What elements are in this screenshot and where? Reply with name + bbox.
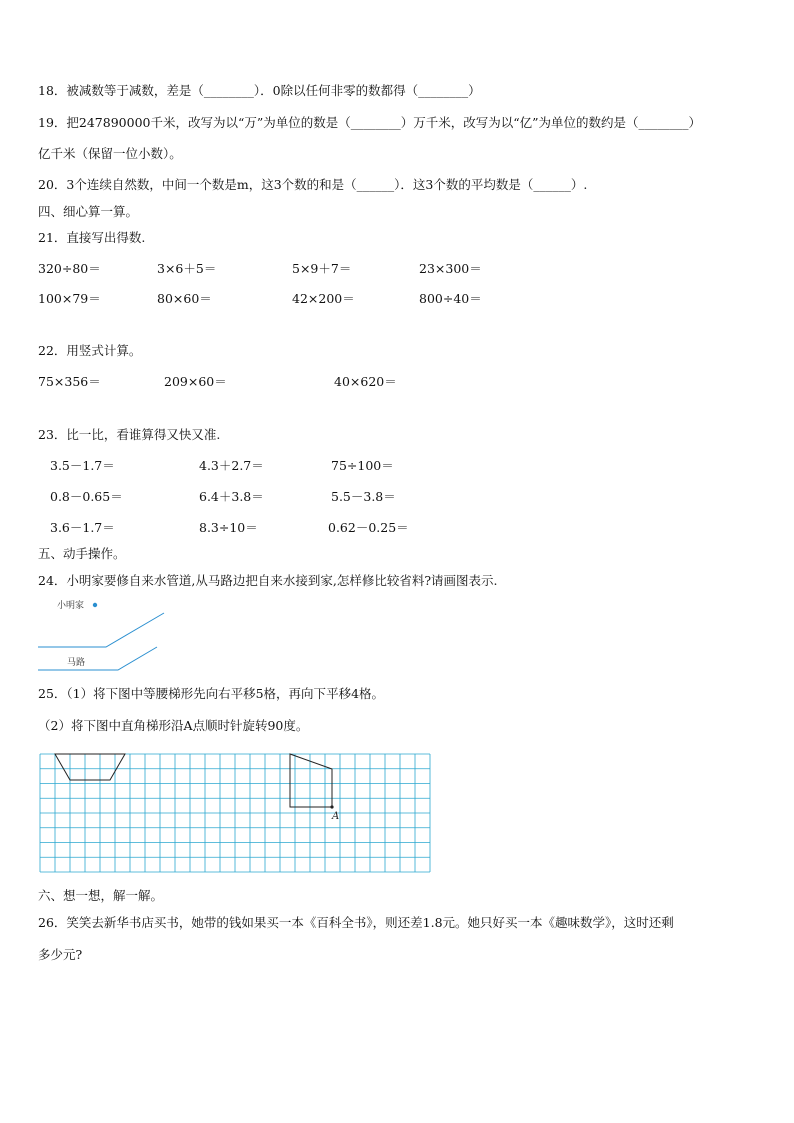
calc-item: 6.4＋3.8＝ <box>199 489 264 504</box>
calc-item: 5×9＋7＝ <box>292 261 352 276</box>
road-label: 马路 <box>67 658 86 668</box>
right-trapezoid <box>290 754 332 807</box>
calc-item: 42×200＝ <box>292 291 355 306</box>
section-5-heading: 五、动手操作。 <box>38 546 126 561</box>
question-26-line-1: 26．笑笑去新华书店买书，她带的钱如果买一本《百科全书》，则还差1.8元。她只好买一本《趣味数学》，这时还剩 <box>38 915 674 930</box>
road-edge-upper <box>38 613 164 647</box>
question-19-line-1: 19．把247890000千米，改写为以“万”为单位的数是（________）万千米，改写为以“亿”为单位的数约是（________） <box>38 115 702 130</box>
calc-item: 4.3＋2.7＝ <box>199 458 264 473</box>
calc-item: 0.62－0.25＝ <box>328 520 409 535</box>
question-21-title: 21．直接写出得数. <box>38 230 146 245</box>
question-19-line-2: 亿千米（保留一位小数）。 <box>38 146 182 161</box>
home-dot <box>93 603 97 607</box>
calc-item: 320÷80＝ <box>38 261 101 276</box>
calc-item: 75÷100＝ <box>331 458 394 473</box>
calc-item: 3.5－1.7＝ <box>50 458 115 473</box>
section-6-heading: 六、想一想，解一解。 <box>38 888 164 903</box>
question-25-part-1: 25．（1）将下图中等腰梯形先向右平移5格，再向下平移4格。 <box>38 686 385 701</box>
calc-item: 209×60＝ <box>164 374 227 389</box>
calc-item: 8.3÷10＝ <box>199 520 258 535</box>
calc-item: 40×620＝ <box>334 374 397 389</box>
question-18: 18．被减数等于减数，差是（________）．0除以任何非零的数都得（________） <box>38 83 481 98</box>
grid-lines <box>40 754 430 872</box>
calc-item: 100×79＝ <box>38 291 101 306</box>
section-4-heading: 四、细心算一算。 <box>38 204 139 219</box>
question-25-part-2: （2）将下图中直角梯形沿A点顺时针旋转90度。 <box>38 718 309 733</box>
home-label: 小明家 <box>57 601 85 611</box>
pipe-road-figure <box>36 598 168 680</box>
question-24: 24．小明家要修自来水管道,从马路边把自来水接到家,怎样修比较省料?请画图表示. <box>38 573 498 588</box>
calc-item: 80×60＝ <box>157 291 212 306</box>
question-20: 20．3个连续自然数，中间一个数是m，这3个数的和是（______）．这3个数的平均数是（______）. <box>38 177 588 192</box>
point-a-marker <box>330 805 333 808</box>
road-edge-lower <box>38 647 157 670</box>
calc-item: 3×6＋5＝ <box>157 261 217 276</box>
calc-item: 3.6－1.7＝ <box>50 520 115 535</box>
grid-figure <box>40 754 432 874</box>
calc-item: 23×300＝ <box>419 261 482 276</box>
point-a-label: A <box>332 811 340 822</box>
calc-item: 0.8－0.65＝ <box>50 489 123 504</box>
question-26-line-2: 多少元? <box>38 947 83 962</box>
question-23-title: 23．比一比，看谁算得又快又准. <box>38 427 221 442</box>
calc-item: 5.5－3.8＝ <box>331 489 396 504</box>
question-22-title: 22．用竖式计算。 <box>38 343 142 358</box>
calc-item: 75×356＝ <box>38 374 101 389</box>
isosceles-trapezoid <box>55 754 125 780</box>
calc-item: 800÷40＝ <box>419 291 482 306</box>
